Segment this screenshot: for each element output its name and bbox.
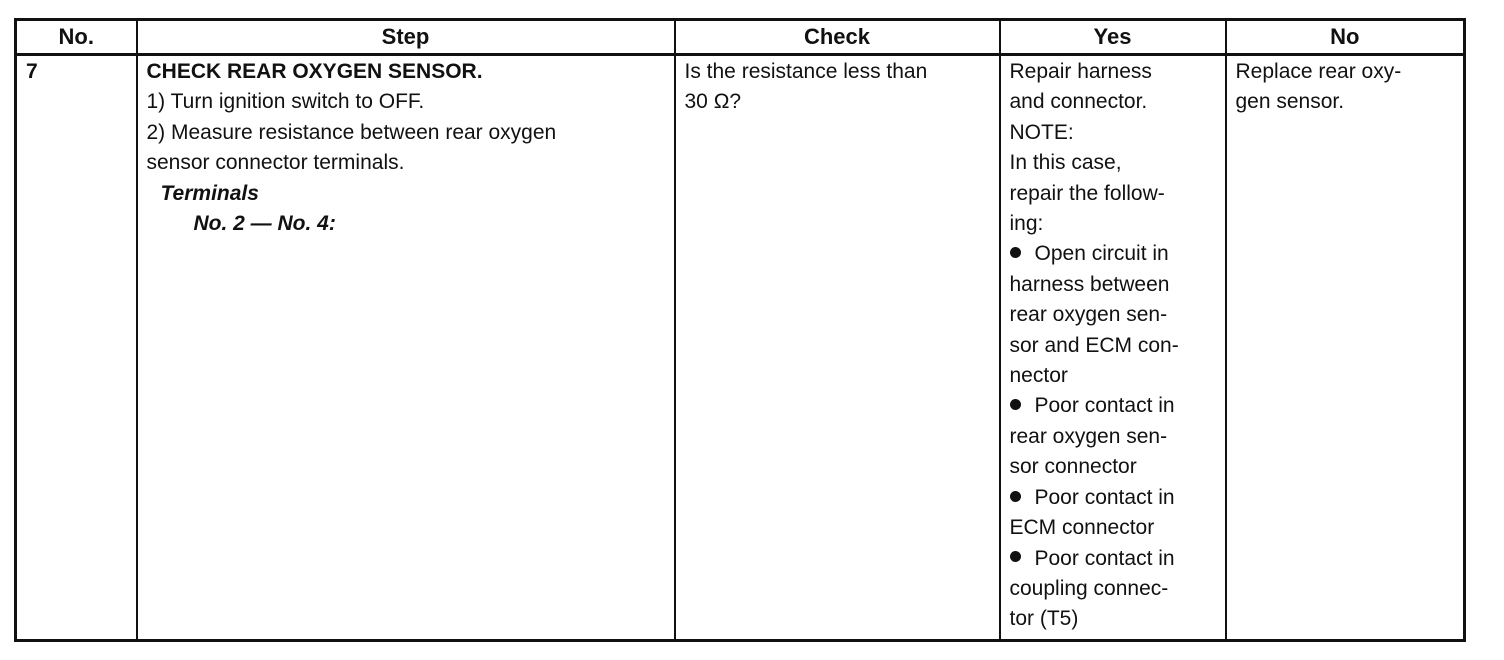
header-no: No. [16, 20, 137, 55]
terminals-label: Terminals [160, 181, 259, 205]
bullet-text: tor (T5) [1009, 607, 1079, 631]
table-row [16, 55, 1465, 641]
terminals-value: No. 2 — No. 4: [193, 212, 336, 236]
yes-line: In this case, [1009, 151, 1122, 175]
check-cell [675, 55, 1000, 641]
header-row [16, 20, 1465, 55]
bullet-text: sor and ECM con- [1009, 333, 1179, 357]
bullet-text: Open circuit in [1034, 242, 1169, 266]
bullet-text: sor connector [1009, 455, 1137, 479]
list-item [1010, 483, 1219, 513]
yes-line: and connector. [1009, 90, 1148, 114]
header-yes: Yes [1000, 20, 1226, 55]
bullet-text: Poor contact in [1034, 546, 1175, 570]
list-item [1010, 544, 1219, 574]
step-title: CHECK REAR OXYGEN SENSOR. [146, 60, 483, 83]
check-line: Is the resistance less than [684, 60, 928, 83]
diagnostic-table [14, 18, 1466, 642]
yes-line: Repair harness [1009, 60, 1152, 83]
no-result-line: Replace rear oxy- [1235, 60, 1402, 83]
yes-line: NOTE: [1009, 120, 1074, 144]
bullet-text: harness between [1009, 272, 1170, 296]
bullet-icon [1010, 247, 1021, 258]
bullet-text: nector [1009, 364, 1068, 388]
bullet-text: ECM connector [1009, 516, 1155, 540]
step-line: 2) Measure resistance between rear oxygen [146, 120, 557, 144]
header-no-result: No [1226, 20, 1465, 55]
bullet-text: coupling connec- [1009, 576, 1169, 600]
yes-line: repair the follow- [1009, 181, 1165, 205]
yes-cell [1000, 55, 1226, 641]
yes-line: ing: [1009, 212, 1044, 236]
list-item [1010, 239, 1219, 269]
bullet-icon [1010, 399, 1021, 410]
step-cell [137, 55, 675, 641]
step-line: 1) Turn ignition switch to OFF. [146, 90, 425, 114]
no-result-line: gen sensor. [1235, 90, 1345, 114]
bullet-text: rear oxygen sen- [1009, 424, 1168, 448]
list-item [1010, 391, 1219, 421]
bullet-text: Poor contact in [1034, 485, 1175, 509]
bullet-text: rear oxygen sen- [1009, 303, 1168, 327]
step-number: 7 [16, 55, 137, 641]
header-step: Step [137, 20, 675, 55]
bullet-icon [1010, 551, 1021, 562]
check-line: 30 Ω? [684, 90, 742, 114]
step-line: sensor connector terminals. [146, 151, 405, 175]
bullet-text: Poor contact in [1034, 394, 1175, 418]
bullet-icon [1010, 491, 1021, 502]
header-check: Check [675, 20, 1000, 55]
no-result-cell [1226, 55, 1465, 641]
